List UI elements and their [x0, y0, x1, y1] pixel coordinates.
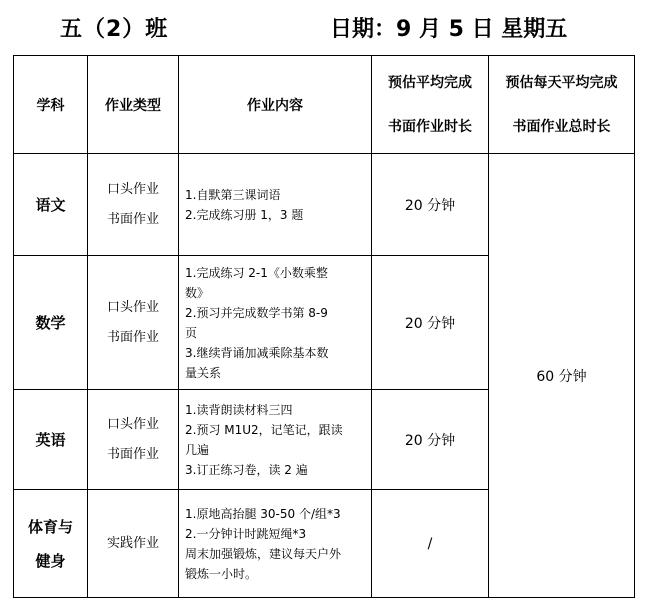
- subject-cell: [14, 490, 88, 598]
- table-row: [14, 154, 635, 256]
- avg-time-cell: 20 分钟: [372, 256, 489, 390]
- subject-cell: [14, 390, 88, 490]
- avg-time-cell: 20 分钟: [372, 154, 489, 256]
- content-line: 2.完成练习册 1，3 题: [185, 207, 304, 222]
- avg-time-cell: /: [372, 490, 489, 598]
- type-label: 口头作业: [106, 416, 159, 432]
- type-cell: [88, 390, 179, 490]
- content-line: 页: [185, 325, 198, 340]
- subject-cell: [14, 256, 88, 390]
- subject-cell: [14, 154, 88, 256]
- col-header-daily-total-line: 预估每天平均完成: [505, 74, 618, 91]
- subject-label: 语文: [35, 195, 66, 214]
- type-label: 书面作业: [106, 211, 159, 227]
- col-header-avg-time-line: 书面作业时长: [388, 118, 472, 135]
- content-line: 2.预习并完成数学书第 8-9: [185, 305, 328, 320]
- content-line: 周末加强锻炼，建议每天户外: [185, 546, 342, 561]
- content-line: 1.读背朗读材料三四: [185, 402, 293, 417]
- col-header-avg-time: [372, 56, 489, 154]
- subject-label: 体育与: [27, 517, 73, 536]
- content-line: 数》: [185, 285, 210, 300]
- col-header-daily-total-line: 书面作业总时长: [512, 118, 611, 135]
- col-header-daily-total: [489, 56, 635, 154]
- type-label: 书面作业: [106, 329, 159, 345]
- subject-label: 英语: [35, 430, 66, 449]
- content-line: 2.一分钟计时跳短绳*3: [185, 526, 307, 541]
- content-line: 1.原地高抬腿 30-50 个/组*3: [185, 506, 341, 521]
- col-header-avg-time-line: 预估平均完成: [388, 74, 472, 91]
- type-cell: [88, 490, 179, 598]
- content-cell: [179, 256, 372, 390]
- content-line: 3.订正练习卷，读 2 遍: [185, 462, 308, 477]
- type-label: 口头作业: [106, 181, 159, 197]
- page-header: [0, 8, 653, 42]
- content-line: 1.自默第三课词语: [185, 187, 281, 202]
- content-cell: [179, 390, 372, 490]
- content-line: 2.预习 M1U2，记笔记，跟读: [185, 422, 343, 437]
- date-label: 日期：9 月 5 日 星期五: [330, 17, 568, 42]
- daily-total-cell: 60 分钟: [489, 154, 635, 598]
- type-label: 实践作业: [106, 535, 159, 551]
- class-title: 五（2）班: [60, 17, 169, 42]
- type-label: 口头作业: [106, 299, 159, 315]
- subject-label: 数学: [35, 313, 66, 332]
- content-line: 锻炼一小时。: [185, 566, 258, 581]
- col-header-content: 作业内容: [179, 56, 372, 154]
- col-header-type: 作业类型: [88, 56, 179, 154]
- avg-time-cell: 20 分钟: [372, 390, 489, 490]
- content-cell: [179, 490, 372, 598]
- content-line: 1.完成练习 2-1《小数乘整: [185, 265, 328, 280]
- homework-table: [13, 55, 635, 598]
- type-cell: [88, 154, 179, 256]
- content-line: 量关系: [185, 365, 222, 380]
- type-cell: [88, 256, 179, 390]
- col-header-subject: 学科: [14, 56, 88, 154]
- table-header-row: [14, 56, 635, 154]
- subject-label: 健身: [35, 551, 66, 570]
- type-label: 书面作业: [106, 446, 159, 462]
- content-line: 几遍: [185, 442, 210, 457]
- content-cell: [179, 154, 372, 256]
- content-line: 3.继续背诵加减乘除基本数: [185, 345, 329, 360]
